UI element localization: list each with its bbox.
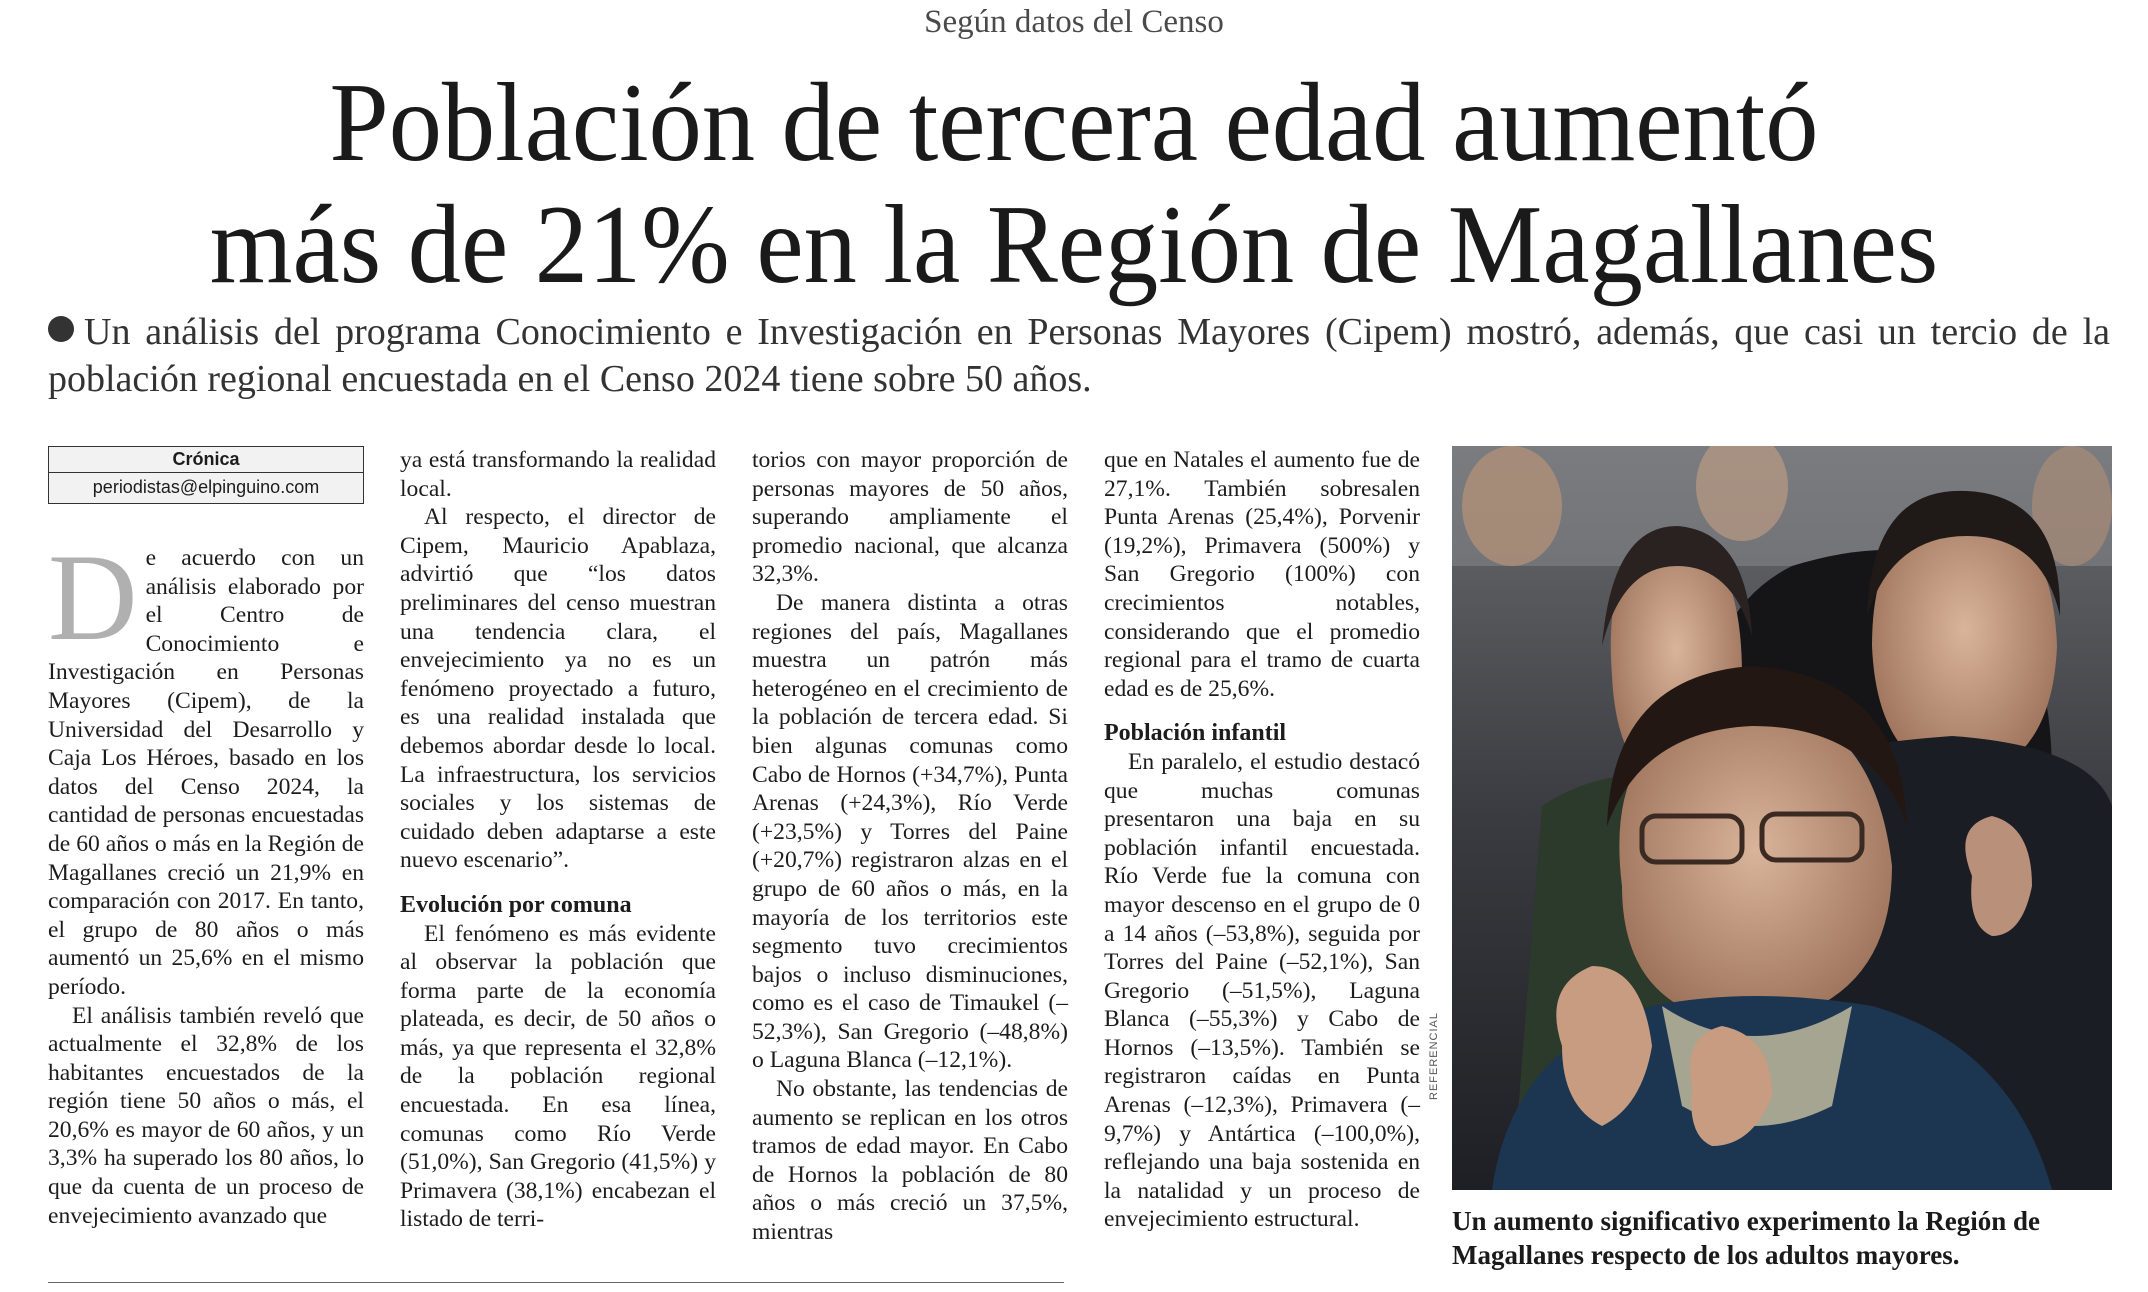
- lead-paragraph: [48, 309, 2110, 403]
- headline-line-1: Población de tercera edad aumentó: [329, 61, 1819, 185]
- kicker: Según datos del Censo: [924, 4, 1224, 40]
- byline-box: [48, 446, 364, 504]
- article-paragraph: Al respecto, el director de Cipem, Mauricio Apablaza, advirtió que “los datos preliminares del censo muestran una tendencia clara, el envejecimiento ya no es un fenómeno proyectado a futuro, es una realidad instalada que debemos abordar desde lo local. La infraestructura, los servicios sociales y los sistemas de cuidado deben adaptarse a este nuevo escenario”.: [400, 504, 716, 874]
- drop-cap: D: [48, 529, 138, 666]
- article-paragraph: [48, 529, 364, 1002]
- article-paragraph: ya está transformando la realidad local.: [400, 447, 716, 502]
- article-paragraph: que en Natales el aumento fue de 27,1%. También sobresalen Punta Arenas (25,4%), Porvenir (19,2%), Primavera (500%) y San Gregorio (100%) con crecimientos notables, considerando que el promedio regional para el tramo de cuarta edad es de 25,6%.: [1104, 447, 1420, 702]
- photo-caption: Un aumento significativo experimento la Región de Magallanes respecto de los adultos mayores.: [1452, 1206, 2040, 1270]
- article-column-1: [48, 446, 364, 1230]
- bullet-icon: [48, 316, 74, 342]
- article-paragraph: En paralelo, el estudio destacó que muchas comunas presentaron una baja en su población infantil encuestada. Río Verde fue la comuna con mayor descenso en el grupo de 0 a 14 años (–53,8%), seguida por Torres del Paine (–52,1%), San Gregorio (–51,5%), Laguna Blanca (–55,3%) y Cabo de Hornos (–13,5%). También se registraron caídas en Punta Arenas (–12,3%), Primavera (–9,7%) y Antártica (–100,0%), reflejando una baja sostenida en la natalidad y un proceso de envejecimiento estructural.: [1104, 748, 1420, 1233]
- article-column-3: [752, 446, 1068, 1247]
- paragraph-text: e acuerdo con un análisis elaborado por el Centro de Conocimiento e Investigación en Personas Mayores (Cipem), de la Universidad del Desarrollo y Caja Los Héroes, basado en los datos del Censo 2024, la cantidad de personas encuestadas de 60 años o más en la Región de Magallanes creció un 21,9% en comparación con 2017. En tanto, el grupo de 80 años o más aumentó un 25,6% en el mismo período.: [48, 545, 364, 1000]
- article-paragraph: El fenómeno es más evidente al observar la población que forma parte de la economía plateada, es decir, de 50 años o más, ya que representa el 32,8% de la población regional encuestada. En esa línea, comunas como Río Verde (51,0%), San Gregorio (41,5%) y Primavera (38,1%) encabezan el listado de terri-: [400, 920, 716, 1233]
- lead-text: Un análisis del programa Conocimiento e Investigación en Personas Mayores (Cipem) mostró, además, que casi un tercio de la población regional encuestada en el Censo 2024 tiene sobre 50 años.: [48, 311, 2110, 400]
- byline-email: periodistas@elpinguino.com: [92, 477, 320, 497]
- headline: [111, 62, 2038, 306]
- article-paragraph: De manera distinta a otras regiones del país, Magallanes muestra un patrón más heterogéneo en el crecimiento de la población de tercera edad. Si bien algunas comunas como Cabo de Hornos (+34,7%), Punta Arenas (+24,3%), Río Verde (+23,5%) y Torres del Paine (+20,7%) registraron alzas en el grupo de 60 años o más, en la mayoría de los territorios este segmento tuvo crecimientos bajos o incluso disminuciones, como es el caso de Timaukel (–52,3%), San Gregorio (–48,8%) o Laguna Blanca (–12,1%).: [752, 589, 1068, 1074]
- byline-section: Crónica: [49, 447, 363, 473]
- article-paragraph: El análisis también reveló que actualmente el 32,8% de los habitantes encuestados de la región tiene 50 años o más, el 20,6% es mayor de 60 años, y un 3,3% ha superado los 80 años, lo que da cuenta de un proceso de envejecimiento avanzado que: [48, 1002, 364, 1229]
- article-column-4: [1104, 446, 1420, 1234]
- headline-line-2: más de 21% en la Región de Magallanes: [209, 183, 1939, 307]
- bottom-rule: [48, 1282, 1064, 1283]
- article-photo: [1452, 446, 2112, 1190]
- article-paragraph: No obstante, las tendencias de aumento se replican en los otros tramos de edad mayor. En Cabo de Hornos la población de 80 años o más creció un 37,5%, mientras: [752, 1076, 1068, 1246]
- subheading-poblacion-infantil: Población infantil: [1104, 720, 1287, 747]
- subheading-evolucion: Evolución por comuna: [400, 891, 632, 918]
- photo-credit: REFERENCIAL: [1428, 1011, 1440, 1100]
- article-paragraph: torios con mayor proporción de personas mayores de 50 años, superando ampliamente el promedio nacional, que alcanza 32,3%.: [752, 447, 1068, 588]
- photo-illustration: [1452, 446, 2112, 1190]
- article-column-2: [400, 446, 716, 1234]
